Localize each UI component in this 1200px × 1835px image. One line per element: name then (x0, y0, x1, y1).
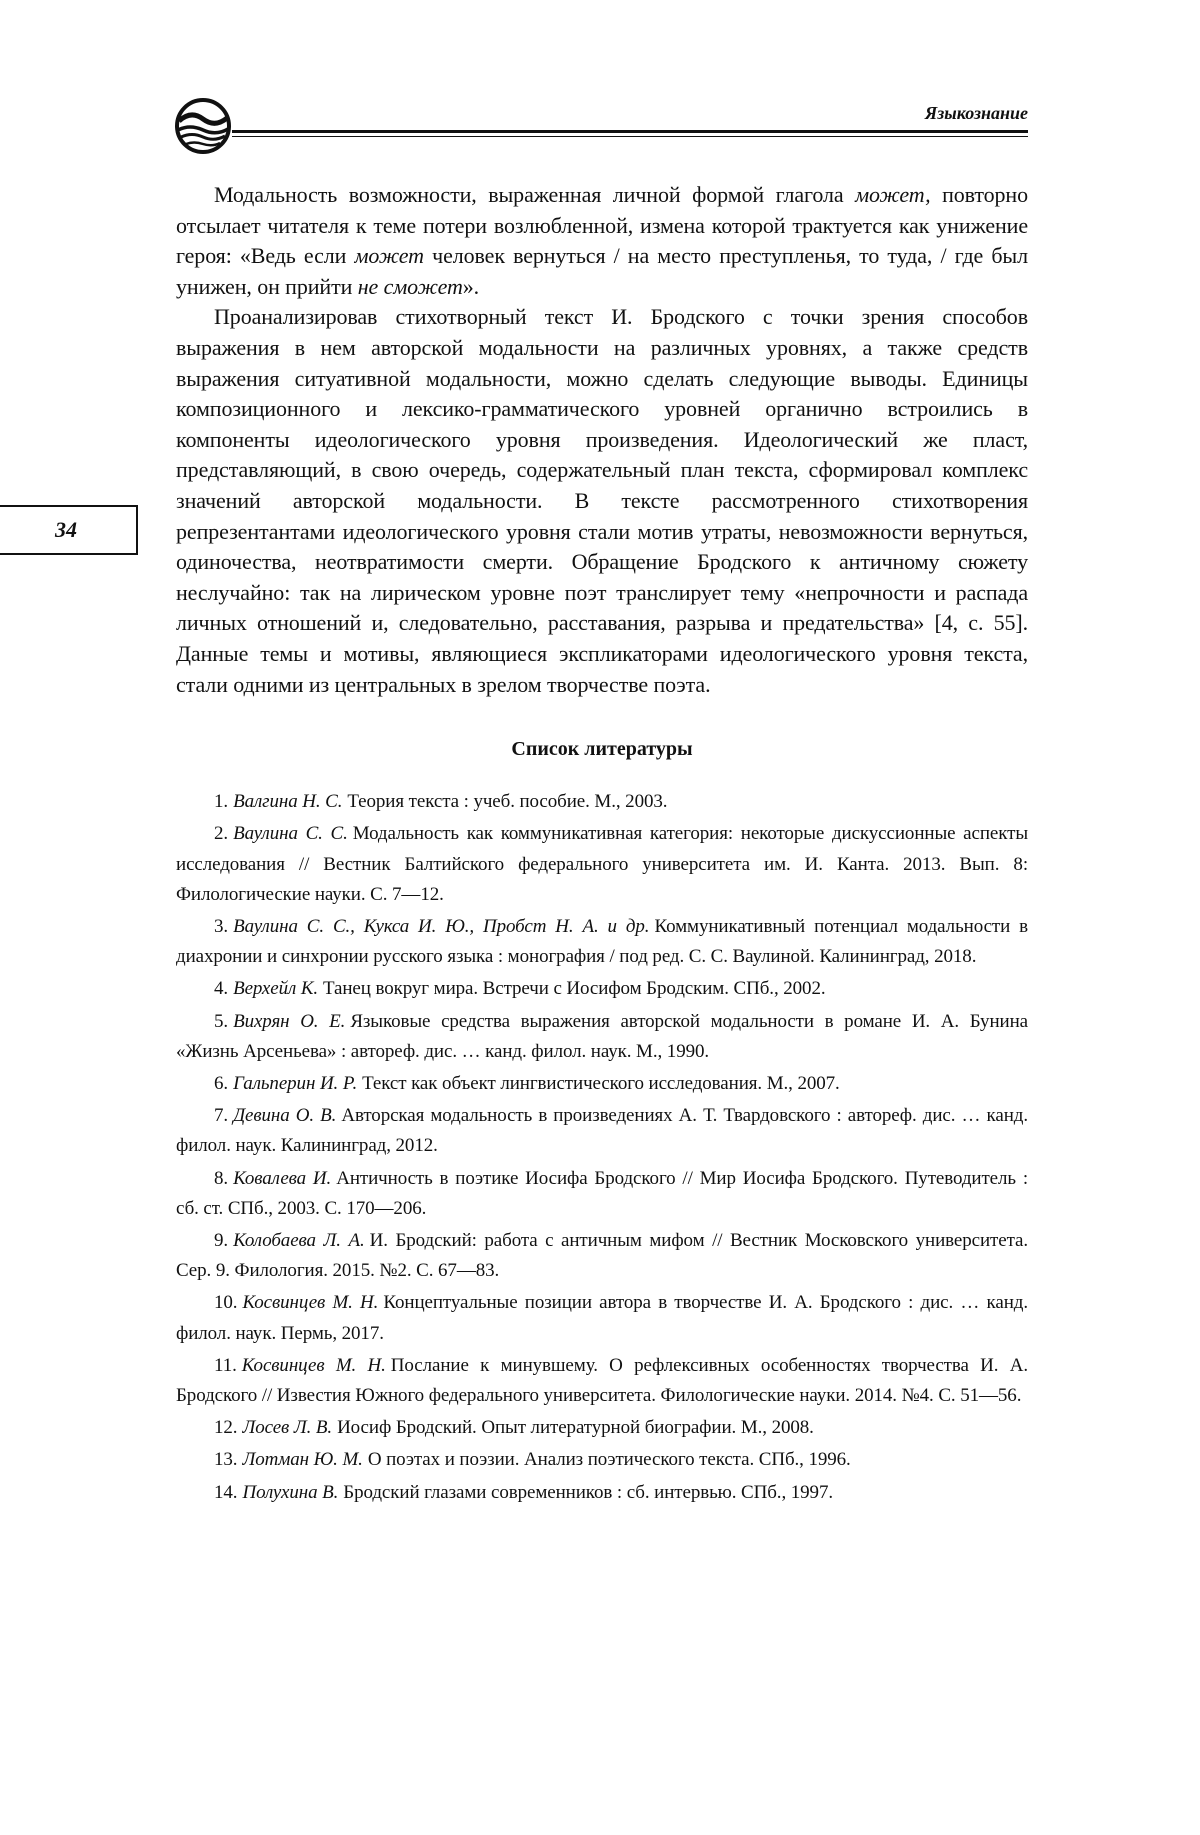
paragraph-text: Проанализировав стихотворный текст И. Бродского с точки зрения способов выражения в нем авторской модальности на различных уровнях, а также средств выражения ситуативной модальности, можно сделать следующие выводы. Единицы композиционного и лексико-грамматического уровней органично встроились в компоненты идеологического уровня произведения. Идеологический же пласт, представляющий, в свою очередь, содержательный план текста, сформировал комплекс значений авторской модальности. В тексте рассмотренного стихотворения репрезентантами идеологического уровня стали мотив утраты, невозможности вернуться, одиночества, неотвратимости смерти. Обращение Бродского к античному сюжету неслучайно: так на лирическом уровне поэт транслирует тему «непрочности и распада личных отношений и, следовательно, расставания, разрыва и предательства» [4, с. 55]. Данные темы и мотивы, являющиеся экспликаторами идеологического уровня текста, стали одними из центральных в зрелом творчестве поэта. (176, 304, 1028, 697)
paragraph-text: повторно отсылает читателя к теме потери возлюбленной, измена которой трактуется как унижение героя: «Ведь если (176, 182, 1028, 269)
reference-text: Концептуальные позиции автора в творчестве И. А. Бродского : дис. … канд. филол. наук. Пермь, 2017. (176, 1292, 1028, 1344)
reference-item (176, 1478, 1028, 1508)
reference-item (176, 1288, 1028, 1348)
reference-number: 5. (214, 1010, 229, 1032)
wave-circle-icon (174, 97, 232, 155)
reference-text: И. Бродский: работа с античным мифом // Вестник Московского университета. Сер. 9. Филология. 2015. №2. С. 67—83. (176, 1229, 1028, 1282)
reference-text: Авторская модальность в произведениях А. Т. Твардовского : автореф. дис. … канд. филол. наук. Калининград, 2012. (176, 1105, 1028, 1157)
reference-number: 4. (214, 978, 229, 1000)
body-paragraph (176, 180, 1028, 302)
reference-author: Косвинцев М. Н. (242, 1292, 379, 1314)
article-content (176, 180, 1028, 1510)
reference-text: Текст как объект лингвистического исследования. М., 2007. (362, 1072, 840, 1094)
emphasis-text: не сможет (357, 273, 463, 299)
section-title: Языкознание (924, 103, 1028, 123)
reference-item (176, 819, 1028, 910)
reference-text: Послание к минувшему. О рефлексивных особенностях творчества И. А. Бродского // Известия Южного федерального университета. Филологические науки. 2014. №4. С. 51—56. (176, 1354, 1029, 1406)
reference-author: Косвинцев М. Н. (241, 1354, 386, 1376)
paragraph-text: Модальность возможности, выраженная личной формой глагола (214, 182, 856, 207)
reference-author: Полухина В. (242, 1481, 339, 1503)
reference-text: Языковые средства выражения авторской модальности в романе И. А. Бунина «Жизнь Арсеньева» : автореф. дис. … канд. филол. наук. М., 1990. (176, 1010, 1028, 1062)
body-paragraph (176, 302, 1028, 700)
reference-item (176, 1164, 1028, 1224)
references-list (176, 787, 1028, 1508)
reference-number: 9. (214, 1229, 229, 1251)
reference-text: Бродский глазами современников : сб. интервью. СПб., 1997. (343, 1481, 834, 1503)
reference-number: 11. (214, 1354, 237, 1376)
paragraph-text: ». (462, 273, 480, 299)
reference-text: Античность в поэтике Иосифа Бродского // Мир Иосифа Бродского. Путеводитель : сб. ст. СПб., 2003. С. 170—206. (176, 1167, 1028, 1219)
reference-item (176, 1226, 1028, 1286)
emphasis-text: может (354, 243, 424, 269)
reference-number: 2. (214, 823, 229, 845)
reference-number: 12. (214, 1417, 238, 1439)
reference-number: 13. (214, 1449, 238, 1471)
reference-number: 1. (214, 791, 229, 813)
reference-item (176, 1069, 1028, 1099)
header-rule-thin (232, 136, 1028, 137)
reference-item (176, 1413, 1028, 1443)
reference-number: 6. (214, 1072, 229, 1094)
references-heading: Список литературы (511, 738, 693, 761)
reference-author: Ваулина С. С., Кукса И. Ю., Пробст Н. А. и др. (233, 915, 650, 937)
reference-author: Вихрян О. Е. (233, 1010, 346, 1032)
reference-text: Иосиф Бродский. Опыт литературной биографии. М., 2008. (337, 1417, 814, 1439)
reference-item (176, 1445, 1028, 1475)
reference-item (176, 912, 1028, 972)
reference-item (176, 974, 1028, 1004)
reference-author: Гальперин И. Р. (233, 1072, 358, 1094)
reference-item (176, 1007, 1028, 1067)
reference-number: 8. (214, 1167, 229, 1189)
reference-author: Колобаева Л. А. (233, 1229, 365, 1251)
reference-number: 7. (214, 1105, 229, 1127)
page-number: 34 (0, 505, 138, 555)
article-body (176, 180, 1028, 700)
paragraph-text: человек вернуться / на место преступленья, то туда, / где был унижен, он прийти (176, 243, 1028, 299)
reference-author: Лосев Л. В. (242, 1417, 333, 1439)
reference-text: Коммуникативный потенциал модальности в диахронии и синхронии русского языка : монография / под ред. С. С. Ваулиной. Калининград, 2018. (176, 915, 1028, 968)
reference-text: Модальность как коммуникативная категория: некоторые дискуссионные аспекты исследования // Вестник Балтийского федерального университета им. И. Канта. 2013. Вып. 8: Филологические науки. С. 7—12. (176, 823, 1028, 905)
header-rule (232, 130, 1028, 133)
reference-item (176, 787, 1028, 817)
reference-text: Танец вокруг мира. Встречи с Иосифом Бродским. СПб., 2002. (323, 978, 826, 1000)
reference-author: Верхейл К. (233, 978, 318, 1000)
reference-author: Ваулина С. С. (233, 823, 348, 845)
reference-item (176, 1351, 1028, 1411)
reference-text: О поэтах и поэзии. Анализ поэтического текста. СПб., 1996. (367, 1449, 851, 1471)
reference-text: Теория текста : учеб. пособие. М., 2003. (347, 791, 668, 813)
reference-item (176, 1101, 1028, 1161)
reference-number: 14. (214, 1481, 238, 1503)
reference-author: Ковалева И. (233, 1167, 332, 1189)
reference-author: Лотман Ю. М. (242, 1449, 363, 1471)
reference-author: Девина О. В. (233, 1105, 337, 1127)
reference-author: Валгина Н. С. (233, 791, 343, 813)
emphasis-text: может, (855, 182, 931, 207)
reference-number: 10. (214, 1292, 238, 1314)
reference-number: 3. (214, 915, 229, 937)
